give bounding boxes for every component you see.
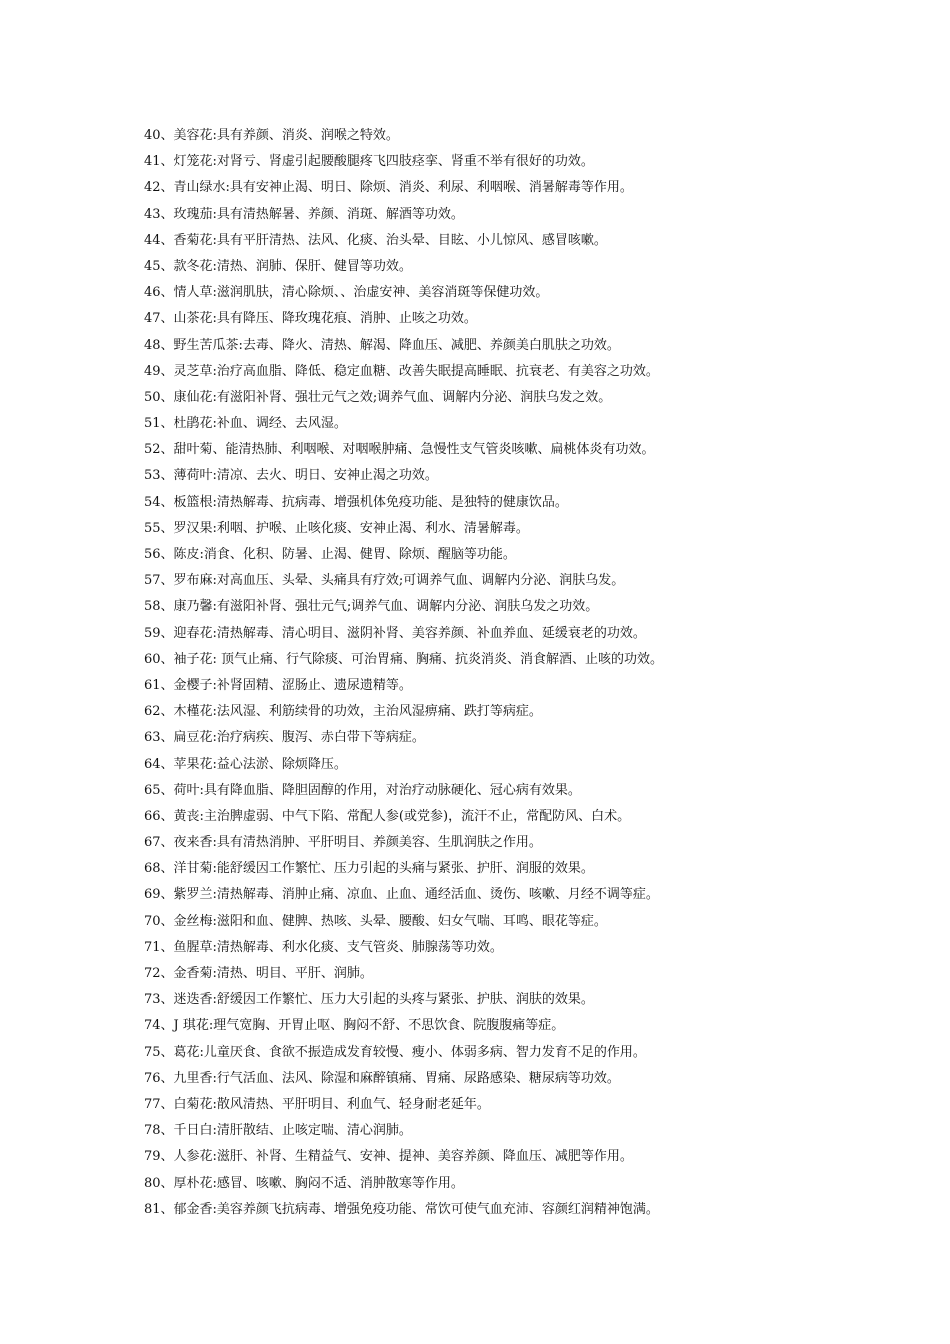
list-item: 79、人参花:滋肝、补肾、生精益气、安神、提神、美容养颜、降血压、减肥等作用。 xyxy=(144,1149,633,1165)
list-item: 50、康仙花:有滋阳补肾、强壮元气之效;调养气血、调解内分泌、润肤乌发之效。 xyxy=(144,389,612,405)
list-item: 71、鱼腥草:清热解毒、利水化痰、支气管炎、肺腺荡等功效。 xyxy=(144,939,503,955)
list-item: 42、青山绿水:具有安神止渴、明日、除烦、消炎、利尿、利咽喉、消暑解毒等作用。 xyxy=(144,180,633,196)
list-item: 53、薄荷叶:清凉、去火、明日、安神止渴之功效。 xyxy=(144,468,438,484)
list-item: 75、葛花:儿童厌食、食欲不振造成发育较慢、瘦小、体弱多病、智力发育不足的作用。 xyxy=(144,1044,646,1060)
list-item: 54、板篮根:清热解毒、抗病毒、增强机体免疫功能、是独特的健康饮品。 xyxy=(144,494,568,510)
list-item: 68、洋甘菊:能舒缓因工作繁忙、压力引起的头痛与紧张、护肝、润服的效果。 xyxy=(144,861,594,877)
list-item: 65、荷叶:具有降血脂、降胆固醇的作用，对治疗动脉硬化、冠心病有效果。 xyxy=(144,782,581,798)
list-item: 78、千日白:清肝散结、止咳定喘、清心润肺。 xyxy=(144,1123,412,1139)
list-item: 72、金香菊:清热、明目、平肝、润肺。 xyxy=(144,966,373,981)
list-item: 40、美容花:具有养颜、消炎、润喉之特效。 xyxy=(144,128,399,143)
list-item: 45、款冬花:清热、润肺、保肝、健冒等功效。 xyxy=(144,258,412,274)
list-item: 55、罗汉果:利咽、护喉、止咳化痰、安神止渴、利水、清暑解毒。 xyxy=(144,520,529,536)
list-item: 58、康乃馨:有滋阳补肾、强壮元气;调养气血、调解内分泌、润肤乌发之功效。 xyxy=(144,599,599,615)
list-item: 57、罗布麻:对高血压、头晕、头痛具有疗效;可调养气血、调解内分泌、润肤乌发。 xyxy=(144,573,625,589)
list-item: 80、厚朴花:感冒、咳嗽、胸闷不适、消肿散寒等作用。 xyxy=(144,1175,464,1191)
list-item: 59、迎春花:清热解毒、清心明目、滋阴补肾、美容养颜、补血养血、延缓衰老的功效。 xyxy=(144,625,646,641)
list-item: 77、白菊花:散风清热、平肝明目、利血气、轻身耐老延年。 xyxy=(144,1096,490,1112)
list-item: 43、玫瑰茄:具有清热解暑、养颜、消斑、解酒等功效。 xyxy=(144,206,464,222)
list-item: 47、山茶花:具有降压、降玫瑰花痕、消肿、止咳之功效。 xyxy=(144,311,477,327)
list-item: 46、情人草:滋润肌肤，清心除烦、、治虚安神、美容消斑等保健功效。 xyxy=(144,285,549,301)
list-item: 61、金樱子:补肾固精、涩肠止、遗尿遗精等。 xyxy=(144,677,412,693)
list-item: 44、香菊花:具有平肝清热、法风、化痰、治头晕、目眩、小儿惊风、感冒咳嗽。 xyxy=(144,232,607,248)
list-item: 64、苹果花:益心法淤、除烦降压。 xyxy=(144,756,347,772)
list-item: 63、扁豆花:治疗病疾、腹泻、赤白带下等病症。 xyxy=(144,730,425,746)
list-item: 74、J 琪花:理气宽胸、开胃止呕、胸闷不舒、不思饮食、院腹腹痛等症。 xyxy=(144,1018,565,1034)
list-item: 69、紫罗兰:清热解毒、消肿止痛、凉血、止血、通经活血、烫伤、咳嗽、月经不调等症。 xyxy=(144,887,659,903)
list-item: 60、袖子花: 顶气止痛、行气除痰、可治胃痛、胸痛、抗炎消炎、消食解酒、止咳的功效。 xyxy=(144,651,664,667)
list-item: 52、甜叶菊、能清热肺、利咽喉、对咽喉肿痛、急慢性支气管炎咳嗽、扁桃体炎有功效。 xyxy=(144,442,655,458)
list-item: 56、陈皮:消食、化积、防暑、止渴、健胃、除烦、醒脑等功能。 xyxy=(144,547,516,562)
list-item: 73、迷迭香:舒缓因工作繁忙、压力大引起的头疼与紧张、护肤、润肤的效果。 xyxy=(144,992,594,1008)
list-item: 41、灯笼花:对肾亏、肾虚引起腰酸腿疼飞四肢痉挛、肾重不举有很好的功效。 xyxy=(144,154,594,170)
list-item: 62、木槿花:法风湿、利筋续骨的功效，主治风湿痹痛、跌打等病症。 xyxy=(144,704,542,720)
list-item: 66、黄丧:主治脾虚弱、中气下陷、常配人参(或党参)，流汗不止，常配防风、白术。 xyxy=(144,808,631,824)
list-item: 76、九里香:行气活血、法风、除湿和麻醉镇痛、胃痛、尿路感染、糖尿病等功效。 xyxy=(144,1070,620,1086)
list-item: 67、夜来香:具有清热消肿、平肝明目、养颜美容、生肌润肤之作用。 xyxy=(144,835,542,851)
list-item: 51、杜鹃花:补血、调经、去风湿。 xyxy=(144,416,347,432)
list-item: 70、金丝梅:滋阳和血、健脾、热咳、头晕、腰酸、妇女气喘、耳鸣、眼花等症。 xyxy=(144,913,607,929)
list-item: 49、灵芝草:治疗高血脂、降低、稳定血糖、改善失眠提高睡眠、抗衰老、有美容之功效。 xyxy=(144,363,659,379)
list-item: 48、野生苦瓜茶:去毒、降火、清热、解渴、降血压、减肥、养颜美白肌肤之功效。 xyxy=(144,337,620,353)
list-item: 81、郁金香:美容养颜飞抗病毒、增强免疫功能、常饮可使气血充沛、容颜红润精神饱满。 xyxy=(144,1201,659,1217)
document-page xyxy=(144,123,844,1223)
